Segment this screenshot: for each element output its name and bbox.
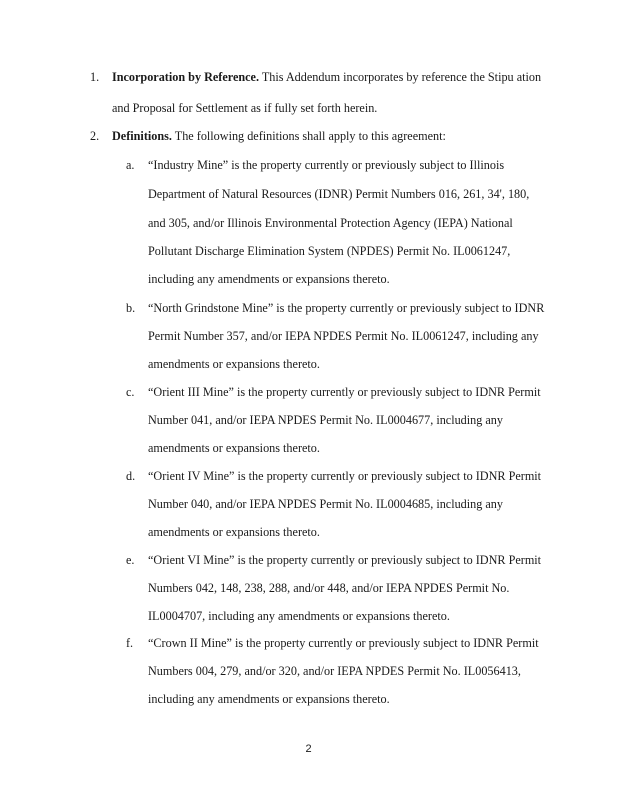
subitem-letter: c. [126,385,135,399]
subitem-e-line: “Orient VI Mine” is the property currently or previously subject to IDNR Permit [148,553,542,567]
subitem-f-line: Numbers 004, 279, and/or 320, and/or IEPA NPDES Permit No. IL0056413, [148,664,521,678]
subitem-letter: a. [126,158,135,172]
subitem-a-line: “Industry Mine” is the property currently or previously subject to Illinois [148,158,505,172]
subitem-letter: f. [126,636,134,650]
subitem-a-line: including any amendments or expansions thereto. [148,272,390,286]
subitem-c-line: Number 041, and/or IEPA NPDES Permit No. IL0004677, including any [148,413,503,427]
subitem-letter: e. [126,553,135,567]
subitem-c-line: “Orient III Mine” is the property currently or previously subject to IDNR Permit [148,385,541,399]
item-1-text: This Addendum incorporates by reference the Stipu ation [261,70,542,84]
subitem-letter: d. [126,469,136,483]
page-number: 2 [305,743,312,755]
subitem-a-line: Pollutant Discharge Elimination System (NPDES) Permit No. IL0061247, [148,244,511,258]
subitem-b-line: “North Grindstone Mine” is the property currently or previously subject to IDNR [148,301,545,315]
subitem-e-line: Numbers 042, 148, 238, 288, and/or 448, and/or IEPA NPDES Permit No. [148,581,510,595]
subitem-f-line: “Crown II Mine” is the property currently or previously subject to IDNR Permit [148,636,539,650]
subitem-b-line: Permit Number 357, and/or IEPA NPDES Permit No. IL0061247, including any [148,329,539,343]
item-2-heading: Definitions. [112,129,172,143]
subitem-a-line: Department of Natural Resources (IDNR) Permit Numbers 016, 261, 34', 180, [148,187,530,201]
subitem-a-line: and 305, and/or Illinois Environmental Protection Agency (IEPA) National [148,216,513,230]
item-2-text: The following definitions shall apply to this agreement: [174,129,446,143]
subitem-d-line: Number 040, and/or IEPA NPDES Permit No. IL0004685, including any [148,497,503,511]
subitem-d-line: “Orient IV Mine” is the property currently or previously subject to IDNR Permit [148,469,542,483]
item-number: 1. [90,70,100,84]
subitem-f-line: including any amendments or expansions thereto. [148,692,390,706]
item-1-line-2: and Proposal for Settlement as if fully set forth herein. [112,101,378,115]
subitem-letter: b. [126,301,136,315]
subitem-d-line: amendments or expansions thereto. [148,525,320,539]
subitem-b-line: amendments or expansions thereto. [148,357,320,371]
subitem-c-line: amendments or expansions thereto. [148,441,320,455]
subitem-e-line: IL0004707, including any amendments or expansions thereto. [148,609,450,623]
item-1-heading: Incorporation by Reference. [112,70,260,84]
item-2-line-1 [112,129,446,143]
item-number: 2. [90,129,100,143]
item-1-line-1 [112,70,541,84]
